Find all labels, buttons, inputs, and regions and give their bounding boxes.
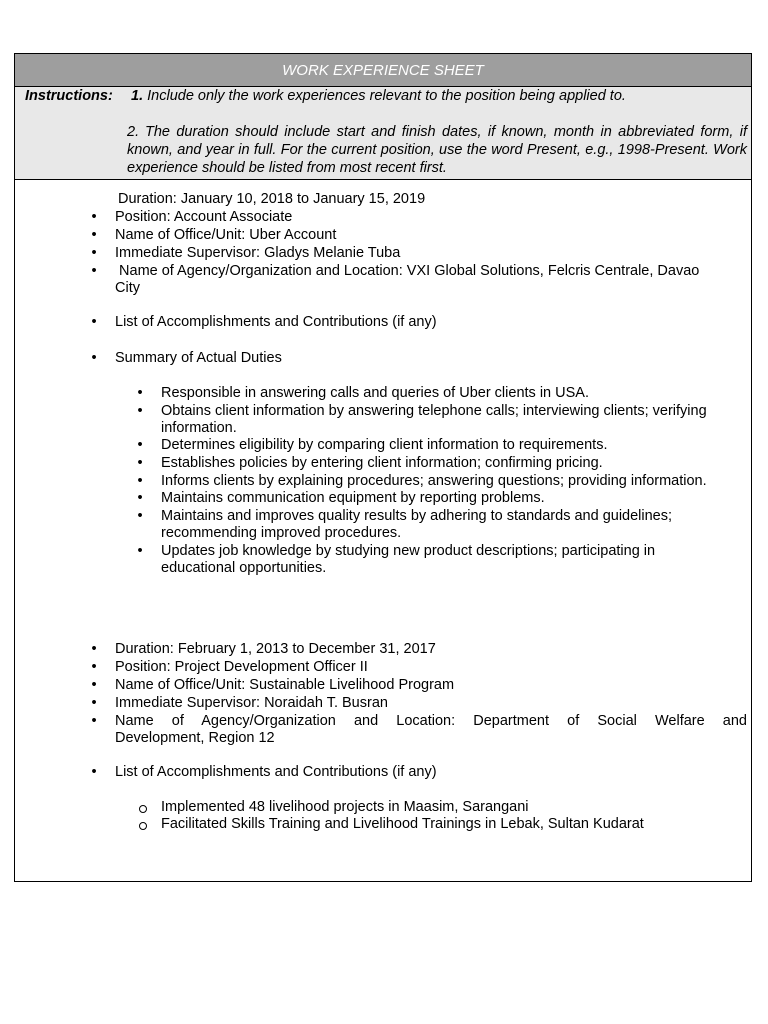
job1-supervisor: Immediate Supervisor: Gladys Melanie Tuba — [115, 245, 401, 261]
instructions-box — [15, 87, 751, 180]
job1-office: Name of Office/Unit: Uber Account — [115, 227, 337, 243]
bullet: • — [91, 764, 97, 780]
bullet: • — [91, 713, 97, 729]
bullet: • — [91, 209, 97, 225]
duty-item-continued: information. — [161, 420, 237, 436]
bullet: • — [91, 314, 97, 330]
job2-supervisor: Immediate Supervisor: Noraidah T. Busran — [115, 695, 388, 711]
sheet-title: WORK EXPERIENCE SHEET — [282, 61, 484, 79]
bullet: • — [91, 227, 97, 243]
job1-agency-line1: Name of Agency/Organization and Location: VXI Global Solutions, Felcris Centrale, Davao — [115, 263, 700, 279]
bullet: • — [91, 677, 97, 693]
job1-agency-line2: City — [115, 280, 140, 296]
circle-bullet-icon — [139, 805, 147, 813]
instructions-label: Instructions: — [25, 88, 113, 104]
bullet: • — [137, 543, 143, 559]
job2-agency-line1: Name of Agency/Organization and Location: Department of Social Welfare and — [115, 713, 747, 729]
duty-item: Maintains communication equipment by reporting problems. — [161, 490, 545, 506]
instruction-1-number: 1. — [131, 88, 144, 104]
bullet: • — [137, 385, 143, 401]
duty-item: Updates job knowledge by studying new product descriptions; participating in — [161, 543, 656, 559]
job1-duration: Duration: January 10, 2018 to January 15, 2019 — [118, 191, 426, 207]
job1-position: Position: Account Associate — [115, 209, 293, 225]
job1-summary: Summary of Actual Duties — [115, 350, 282, 366]
job2-duration: Duration: February 1, 2013 to December 31, 2017 — [115, 641, 436, 657]
instruction-1-text: Include only the work experiences relevant to the position being applied to. — [147, 88, 626, 104]
bullet: • — [137, 403, 143, 419]
job2-agency-line2: Development, Region 12 — [115, 730, 275, 746]
sheet-title-bar — [15, 54, 751, 87]
bullet: • — [91, 659, 97, 675]
duty-item: Maintains and improves quality results by adhering to standards and guidelines; — [161, 508, 673, 524]
bullet: • — [91, 641, 97, 657]
duty-item: Informs clients by explaining procedures; answering questions; providing information. — [161, 473, 707, 489]
accomplishment-item: Implemented 48 livelihood projects in Maasim, Sarangani — [161, 799, 529, 815]
bullet: • — [91, 245, 97, 261]
instruction-2-text: The duration should include start and finish dates, if known, month in abbreviated form, if known, and year in full. For the current position, use the word Present, e.g., 1998-Present. Work experience should be listed from most recent first. — [127, 124, 747, 176]
circle-bullet-icon — [139, 822, 147, 830]
bullet: • — [91, 350, 97, 366]
bullet: • — [137, 490, 143, 506]
job1-accomplishments: List of Accomplishments and Contributions (if any) — [115, 314, 437, 330]
bullet: • — [91, 263, 97, 279]
instruction-2-number: 2. — [127, 124, 140, 140]
duty-item: Responsible in answering calls and queries of Uber clients in USA. — [161, 385, 589, 401]
duty-item-continued: educational opportunities. — [161, 560, 327, 576]
bullet: • — [91, 695, 97, 711]
job2-office: Name of Office/Unit: Sustainable Livelihood Program — [115, 677, 455, 693]
bullet: • — [137, 473, 143, 489]
accomplishment-item: Facilitated Skills Training and Livelihood Trainings in Lebak, Sultan Kudarat — [161, 816, 644, 832]
bullet: • — [137, 508, 143, 524]
duty-item: Obtains client information by answering telephone calls; interviewing clients; verifying — [161, 403, 707, 419]
job2-position: Position: Project Development Officer II — [115, 659, 368, 675]
bullet: • — [137, 437, 143, 453]
work-experience-sheet — [14, 53, 752, 882]
instruction-2 — [127, 123, 747, 177]
duty-item-continued: recommending improved procedures. — [161, 525, 402, 541]
duty-item: Determines eligibility by comparing client information to requirements. — [161, 437, 608, 453]
instruction-1 — [131, 88, 626, 104]
bullet: • — [137, 455, 143, 471]
duty-item: Establishes policies by entering client information; confirming pricing. — [161, 455, 603, 471]
job2-accomplishments: List of Accomplishments and Contributions (if any) — [115, 764, 437, 780]
